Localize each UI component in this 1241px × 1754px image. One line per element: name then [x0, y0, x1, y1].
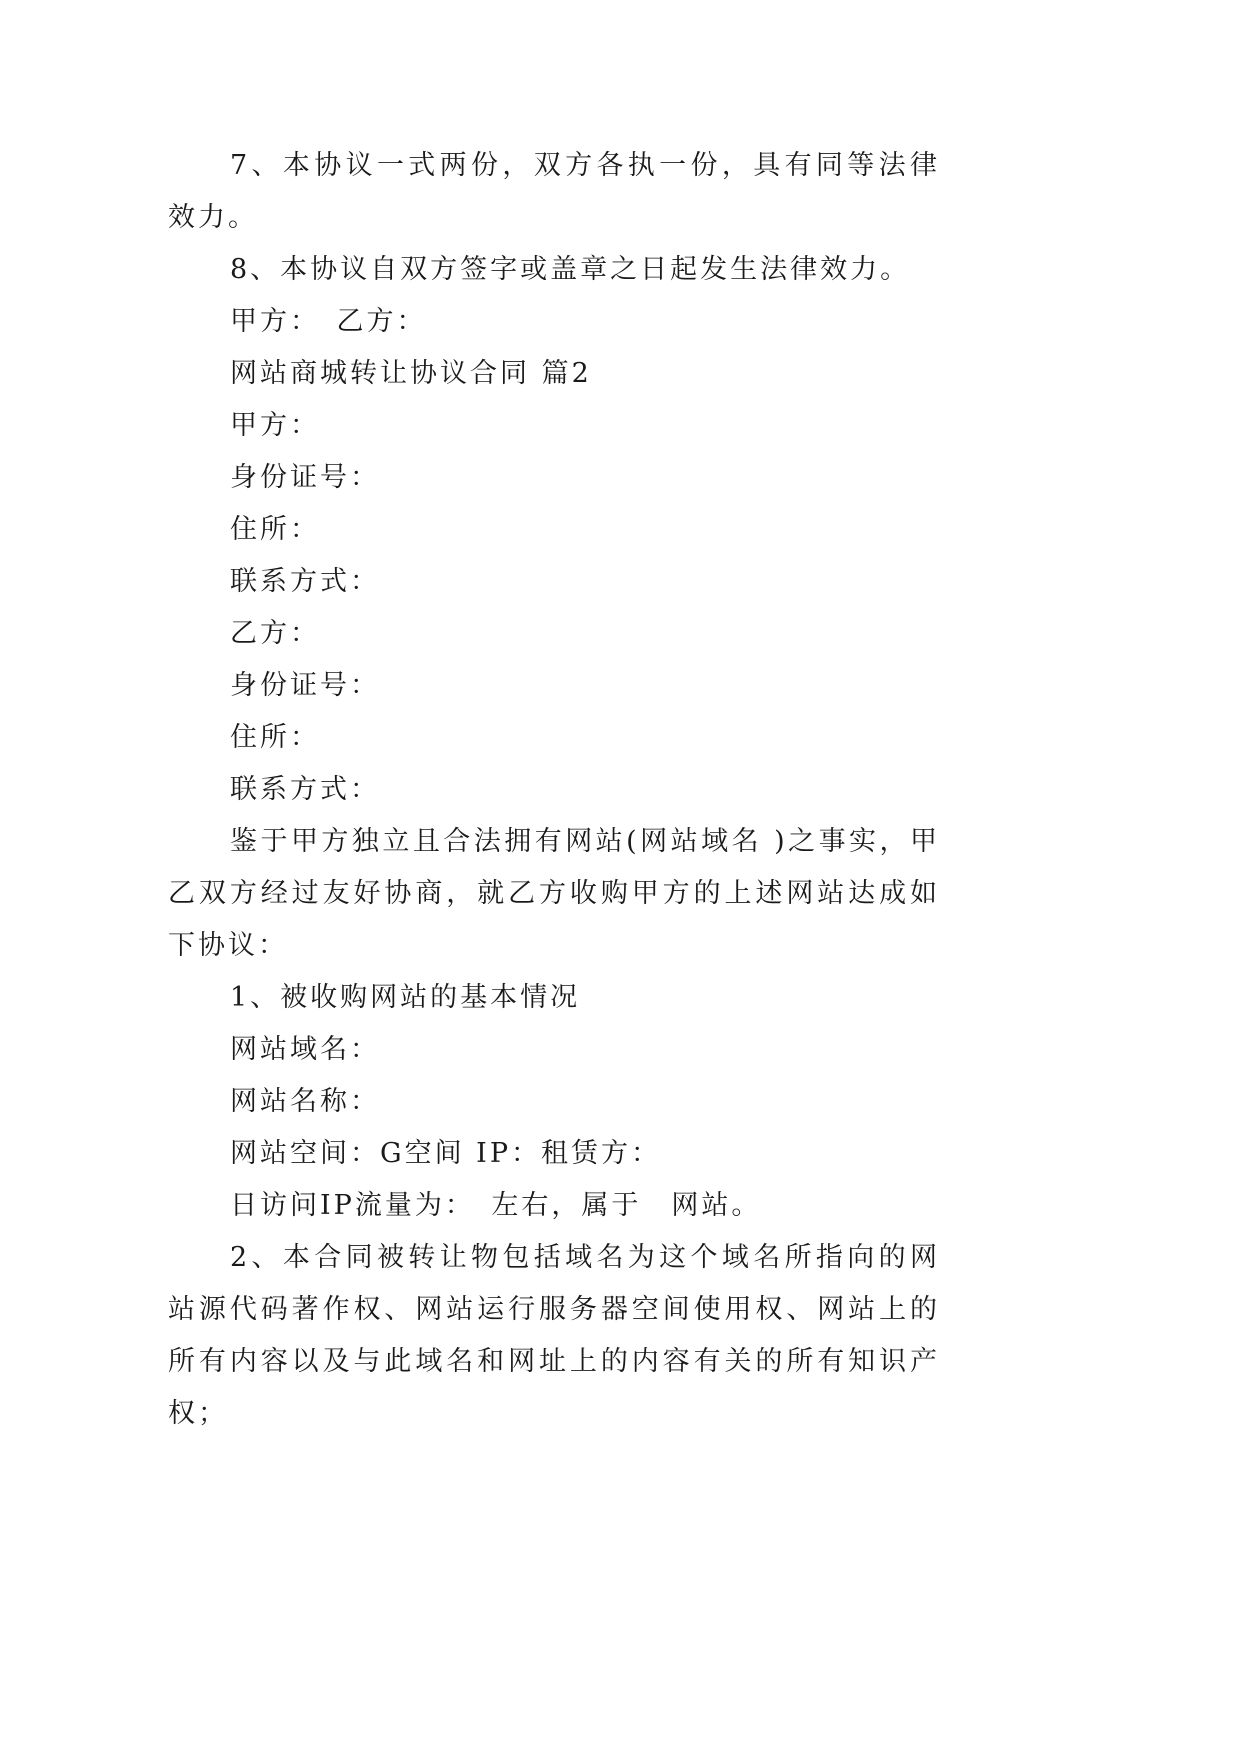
- party-a-address: 住所：: [230, 514, 320, 545]
- site-hosting: 网站空间：G空间 IP：租赁方：: [230, 1138, 661, 1169]
- party-a-id-number: 身份证号：: [230, 462, 380, 493]
- party-b-address: 住所：: [230, 722, 320, 753]
- party-b-label: 乙方：: [230, 618, 320, 649]
- clause-2: 2、本合同被转让物包括域名为这个域名所指向的网站源代码著作权、网站运行服务器空间使用权、网站上的所有内容以及与此域名和网址上的内容有关的所有知识产权；: [168, 1242, 940, 1429]
- party-b-id-number: 身份证号：: [230, 670, 380, 701]
- document-body: [168, 140, 940, 1440]
- clause-8: 8、本协议自双方签字或盖章之日起发生法律效力。: [230, 254, 911, 285]
- clause-1-heading: 1、被收购网站的基本情况: [230, 982, 581, 1013]
- party-b-contact: 联系方式：: [230, 774, 380, 805]
- clause-7: 7、本协议一式两份，双方各执一份，具有同等法律效力。: [168, 150, 940, 233]
- party-a-contact: 联系方式：: [230, 566, 380, 597]
- preamble: 鉴于甲方独立且合法拥有网站(网站域名 )之事实，甲乙双方经过友好协商，就乙方收购甲方的上述网站达成如下协议：: [168, 826, 940, 961]
- site-name: 网站名称：: [230, 1086, 380, 1117]
- site-traffic: 日访问IP流量为： 左右，属于 网站。: [230, 1190, 762, 1221]
- section-title: 网站商城转让协议合同 篇2: [230, 358, 592, 389]
- party-a-label: 甲方：: [230, 410, 320, 441]
- signature-line: 甲方： 乙方：: [230, 306, 427, 337]
- site-domain: 网站域名：: [230, 1034, 380, 1065]
